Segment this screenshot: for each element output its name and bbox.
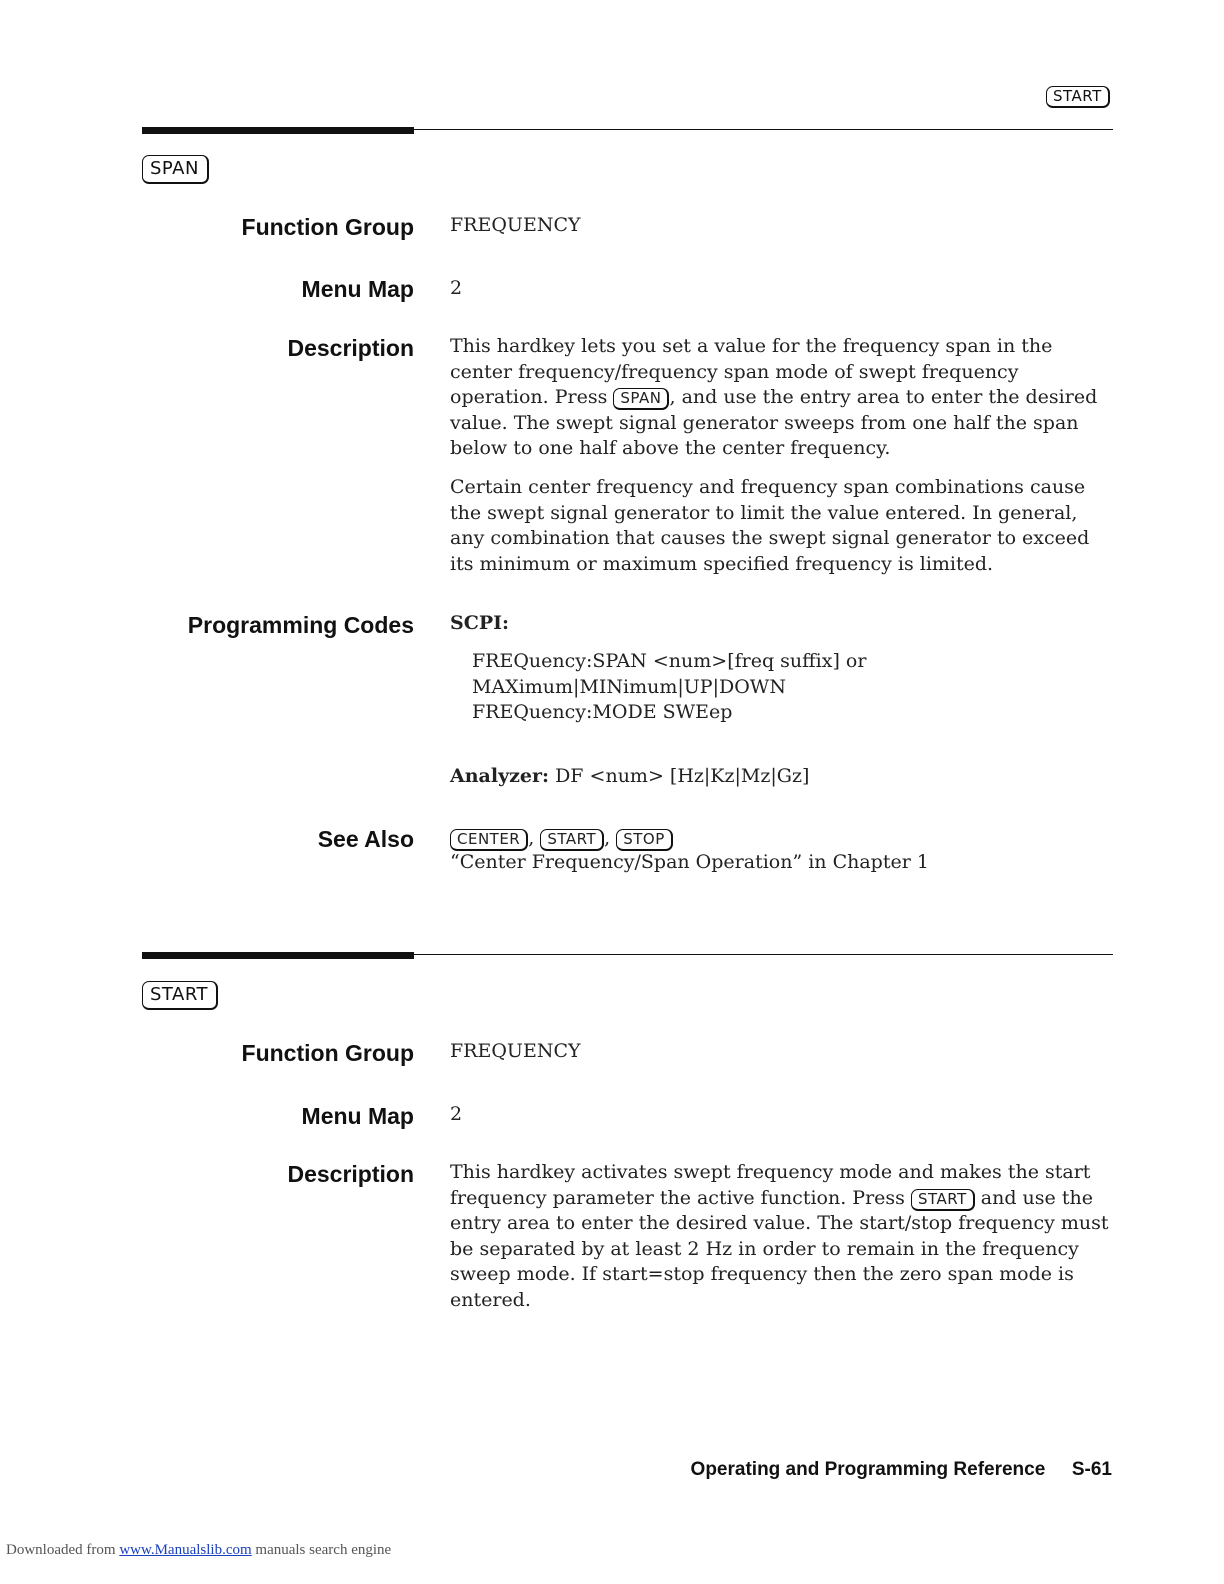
analyzer-label: Analyzer:	[450, 765, 550, 787]
footer-page-number: S-61	[1071, 1459, 1112, 1480]
start-section-heading	[142, 981, 218, 1010]
footer-title: Operating and Programming Reference	[690, 1459, 1046, 1480]
span-inline-key: SPAN	[613, 388, 669, 410]
page-footer	[691, 1459, 1112, 1481]
start-inline-key: START	[911, 1189, 975, 1211]
span-see-also-label: See Also	[317, 826, 414, 852]
scpi-code-line-1: FREQuency:SPAN <num>[freq suffix] or	[472, 650, 867, 672]
scpi-label: SCPI:	[450, 612, 510, 634]
start-description-label: Description	[287, 1161, 414, 1187]
start-function-group-label: Function Group	[241, 1040, 414, 1066]
span-desc-text-b: , and use the entry area to enter the desired value. The swept signal generator sweeps from one half the span below to one half above the center frequency.	[450, 386, 1098, 459]
span-desc-text-a: This hardkey lets you set a value for the frequency span in the center frequency/frequency span mode of swept frequency operation. Press	[450, 335, 1053, 408]
start-function-group-value: FREQUENCY	[450, 1040, 581, 1062]
start-desc-text-a: This hardkey activates swept frequency mode and makes the start frequency parameter the active function. Press	[450, 1161, 1091, 1209]
span-function-group-label: Function Group	[241, 214, 414, 240]
see-also-start-key: START	[540, 829, 604, 851]
start-heading-key: START	[142, 981, 218, 1010]
section-divider-thick-2	[142, 952, 414, 959]
span-menu-map-value: 2	[450, 277, 463, 299]
scpi-code-line-2: MAXimum|MINimum|UP|DOWN	[472, 676, 786, 698]
span-function-group-value: FREQUENCY	[450, 214, 581, 236]
span-menu-map-label: Menu Map	[301, 276, 414, 302]
start-menu-map-value: 2	[450, 1103, 463, 1125]
span-description-paragraph-2: Certain center frequency and frequency span combinations cause the swept signal generator to limit the value entered. In general, any combination that causes the swept signal generator to exceed its minimum or maximum specified frequency is limited.	[450, 476, 1090, 575]
manualslib-link[interactable]: www.Manualslib.com	[119, 1542, 252, 1558]
header-key-label: START	[1046, 86, 1110, 108]
see-also-stop-key: STOP	[616, 829, 673, 851]
download-note	[6, 1542, 391, 1559]
see-also-center-key: CENTER	[450, 829, 528, 851]
download-prefix: Downloaded from	[6, 1542, 116, 1558]
start-menu-map-label: Menu Map	[301, 1103, 414, 1129]
analyzer-code-text: DF <num> [Hz|Kz|Mz|Gz]	[555, 765, 810, 787]
span-description-paragraph-1	[450, 334, 1115, 462]
start-description-paragraph	[450, 1160, 1115, 1313]
start-desc-text-b: and use the entry area to enter the desired value. The start/stop frequency must be separated by at least 2 Hz in order to remain in the frequency sweep mode. If start=stop frequency then the zero span mode is entered.	[450, 1186, 1109, 1311]
span-heading-key: SPAN	[142, 155, 209, 184]
span-programming-codes-label: Programming Codes	[187, 612, 414, 638]
see-also-keys: CENTER , START , STOP	[450, 826, 1115, 852]
span-section-heading	[142, 155, 209, 184]
download-suffix: manuals search engine	[255, 1542, 392, 1558]
analyzer-code	[450, 764, 1115, 790]
scpi-code-line-3: FREQuency:MODE SWEep	[472, 701, 733, 723]
section-divider-thick	[142, 127, 414, 134]
span-description-label: Description	[287, 335, 414, 361]
header-start-key	[1046, 86, 1110, 108]
see-also-reference: “Center Frequency/Span Operation” in Chapter 1	[450, 851, 929, 873]
